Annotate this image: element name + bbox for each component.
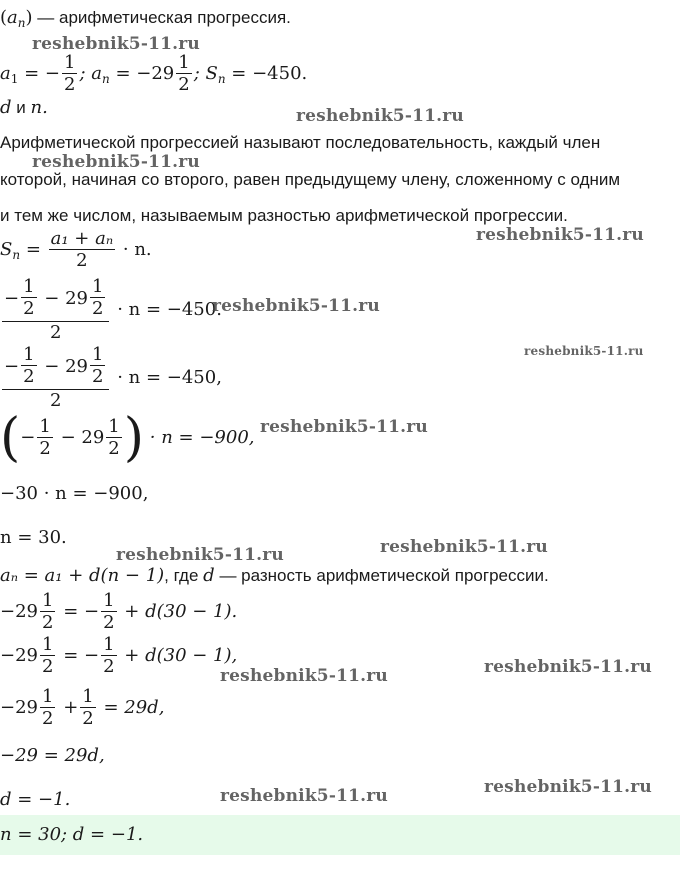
compound-fraction: − $\frac{1}{2}$ − 29 $\frac{1}{2}$ 2 bbox=[2, 345, 109, 412]
fraction-sn: $\frac{\text{a₁ + aₙ}}{2}$ bbox=[50, 227, 114, 271]
watermark: reshebnik5-11.ru bbox=[220, 786, 388, 806]
watermark: reshebnik5-11.ru bbox=[116, 545, 284, 565]
watermark: reshebnik5-11.ru bbox=[484, 657, 652, 677]
watermark: reshebnik5-11.ru bbox=[476, 225, 644, 245]
step-2: − $\frac{1}{2}$ − 29 $\frac{1}{2}$ 2 · n = −450, bbox=[4, 344, 222, 411]
given-values: $a_1$ = − $\frac{1}{2}$ ; $a_n = -29$ $\frac{1}{2}$ ; $S_n = -450$. bbox=[0, 51, 308, 95]
watermark: reshebnik5-11.ru bbox=[380, 537, 548, 557]
answer-text: n = 30; d = −1. bbox=[0, 824, 144, 845]
step-9: −29 = 29d, bbox=[0, 745, 105, 766]
fraction-half: $\frac{1}{2}$ bbox=[64, 51, 76, 95]
definition-line-1: Арифметической прогрессией называют последовательность, каждый член bbox=[0, 133, 601, 152]
definition-line-3: и тем же числом, называемым разностью арифметической прогрессии. bbox=[0, 206, 568, 225]
fraction-half: $\frac{1}{2}$ bbox=[178, 51, 190, 95]
watermark: reshebnik5-11.ru bbox=[260, 417, 428, 437]
watermark: reshebnik5-11.ru bbox=[32, 34, 200, 54]
step-3: (− $\frac{1}{2}$ − 29 $\frac{1}{2}$ ) · n = −900, bbox=[0, 408, 255, 468]
watermark: reshebnik5-11.ru bbox=[32, 152, 200, 172]
watermark: reshebnik5-11.ru bbox=[484, 777, 652, 797]
compound-fraction: − $\frac{1}{2}$ − 29 $\frac{1}{2}$ 2 bbox=[2, 277, 109, 344]
watermark: reshebnik5-11.ru bbox=[212, 296, 380, 316]
seq-symbol: $(a_n)$ bbox=[0, 7, 33, 30]
step-5: n = 30. bbox=[0, 527, 67, 548]
definition-line-2: которой, начиная со второго, равен предыдущему члену, сложенному с одним bbox=[0, 170, 621, 189]
step-1: − $\frac{1}{2}$ − 29 $\frac{1}{2}$ 2 · n = −450. bbox=[4, 276, 222, 343]
watermark: reshebnik5-11.ru bbox=[296, 106, 464, 126]
given-intro: — арифметическая прогрессия. bbox=[37, 8, 291, 27]
step-6: −29 $\frac{1}{2}$ = − $\frac{1}{2}$ + d(30 − 1). bbox=[0, 589, 238, 633]
step-10: d = −1. bbox=[0, 789, 71, 810]
given-line-1 bbox=[0, 8, 291, 33]
find-line: d и n. bbox=[0, 97, 48, 118]
step-8: −29 $\frac{1}{2}$ + $\frac{1}{2}$ = 29d, bbox=[0, 685, 165, 729]
step-4: −30 · n = −900, bbox=[0, 483, 149, 504]
step-7: −29 $\frac{1}{2}$ = − $\frac{1}{2}$ + d(30 − 1), bbox=[0, 633, 238, 677]
formula-an: aₙ = a₁ + d(n − 1), где d — разность арифметической прогрессии. bbox=[0, 565, 549, 586]
watermark: reshebnik5-11.ru bbox=[220, 666, 388, 686]
formula-sn: $S_n$ = $\frac{\text{a₁ + aₙ}}{2}$ · n. bbox=[0, 227, 152, 271]
watermark: reshebnik5-11.ru bbox=[524, 344, 644, 358]
